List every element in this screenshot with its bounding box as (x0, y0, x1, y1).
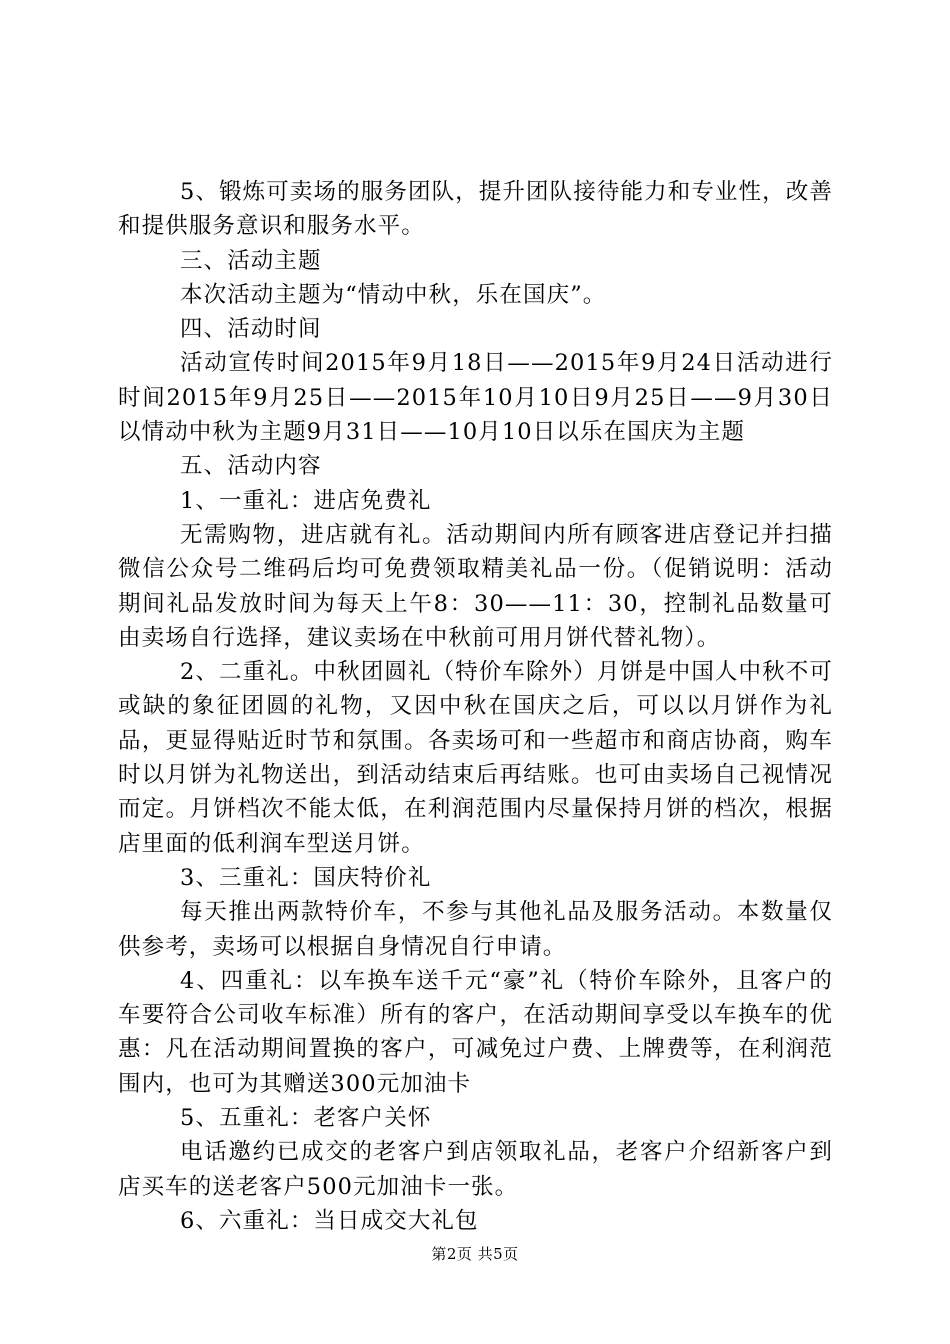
subheading-gift-5: 5、五重礼：老客户关怀 (180, 1105, 432, 1132)
paragraph-gift-3: 每天推出两款特价车，不参与其他礼品及服务活动。本数量仅供参考，卖场可以根据自身情况自行申请。 (118, 899, 833, 960)
paragraph-gift-5: 电话邀约已成交的老客户到店领取礼品，老客户介绍新客户到店买车的送老客户500元加油卡一张。 (118, 1139, 833, 1200)
heading-activity-time: 四、活动时间 (180, 316, 322, 343)
paragraph-goal-5: 5、锻炼可卖场的服务团队，提升团队接待能力和专业性，改善和提供服务意识和服务水平。 (118, 179, 833, 240)
heading-activity-theme: 三、活动主题 (180, 247, 322, 274)
heading-activity-content: 五、活动内容 (180, 453, 322, 480)
paragraph-gift-4: 4、四重礼：以车换车送千元“豪”礼（特价车除外，且客户的车要符合公司收车标准）所有的客户，在活动期间享受以车换车的优惠：凡在活动期间置换的客户，可减免过户费、上牌费等，在利润范围内，也可为其赠送300元加油卡 (118, 967, 833, 1097)
document-body (118, 175, 833, 1238)
paragraph-time: 活动宣传时间2015年9月18日——2015年9月24日活动进行时间2015年9月25日——2015年10月10日9月25日——9月30日以情动中秋为主题9月31日——10月10日以乐在国庆为主题 (118, 350, 833, 446)
paragraph-gift-1: 无需购物，进店就有礼。活动期间内所有顾客进店登记并扫描微信公众号二维码后均可免费领取精美礼品一份。（促销说明：活动期间礼品发放时间为每天上午8：30——11：30，控制礼品数量可由卖场自行选择，建议卖场在中秋前可用月饼代替礼物）。 (118, 521, 833, 651)
paragraph-theme: 本次活动主题为“情动中秋，乐在国庆”。 (180, 281, 607, 308)
subheading-gift-1: 1、一重礼：进店免费礼 (180, 487, 432, 514)
page-number-footer: 第2页 共5页 (431, 1245, 519, 1263)
subheading-gift-3: 3、三重礼：国庆特价礼 (180, 864, 432, 891)
subheading-gift-6: 6、六重礼：当日成交大礼包 (180, 1207, 479, 1234)
paragraph-gift-2: 2、二重礼。中秋团圆礼（特价车除外）月饼是中国人中秋不可或缺的象征团圆的礼物，又因中秋在国庆之后，可以以月饼作为礼品，更显得贴近时节和氛围。各卖场可和一些超市和商店协商，购车时以月饼为礼物送出，到活动结束后再结账。也可由卖场自己视情况而定。月饼档次不能太低，在利润范围内尽量保持月饼的档次，根据店里面的低利润车型送月饼。 (118, 659, 833, 857)
